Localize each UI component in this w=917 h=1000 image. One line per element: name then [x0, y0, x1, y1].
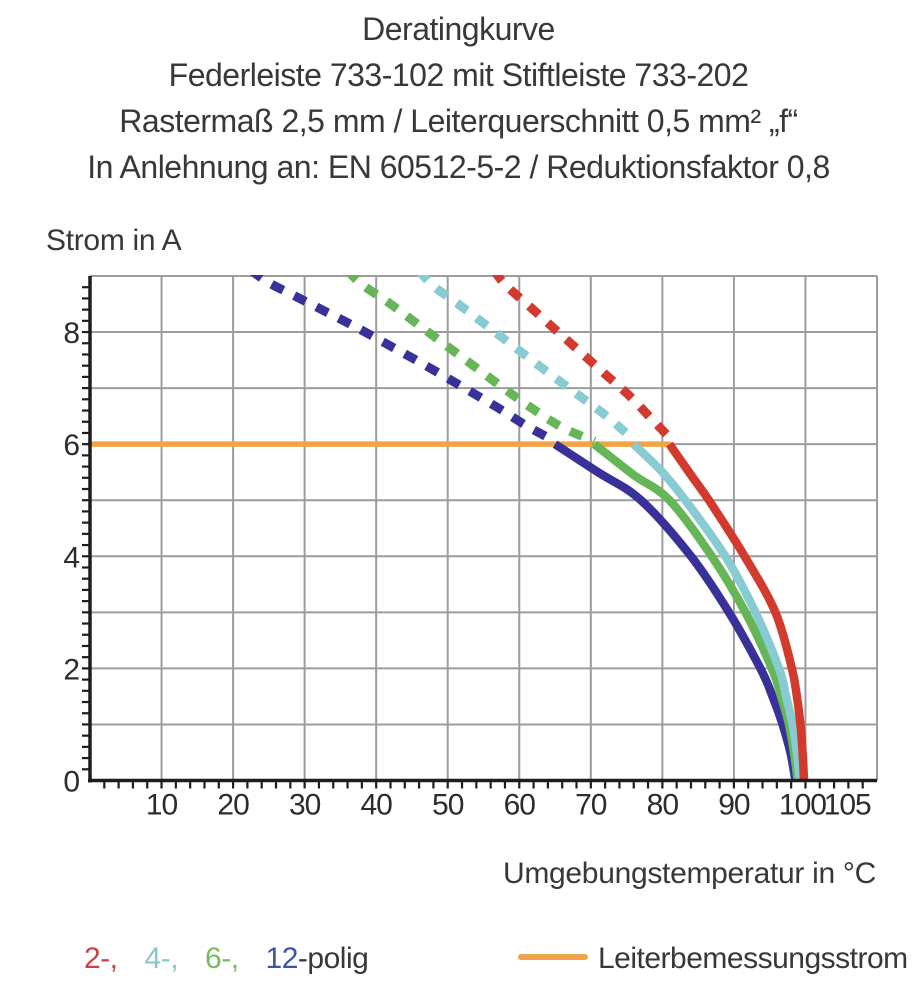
x-tick-label: 100 — [778, 788, 826, 822]
curve-6-polig-dashed — [348, 270, 595, 441]
curve-4-polig-dashed — [419, 270, 634, 439]
chart-title: Deratingkurve — [362, 11, 555, 47]
x-tick-label: 30 — [288, 788, 321, 822]
x-tick-label: 10 — [145, 788, 178, 822]
curve-12-polig-dashed — [251, 270, 555, 441]
y-tick-label: 8 — [63, 317, 79, 351]
x-tick-label: 90 — [718, 788, 750, 822]
x-tick-label: 40 — [360, 788, 392, 822]
y-tick-label: 6 — [63, 429, 79, 463]
x-tick-label: 80 — [646, 788, 679, 822]
x-tick-label: 20 — [217, 788, 249, 822]
y-tick-label: 4 — [63, 541, 79, 575]
x-axis-title: Umgebungstemperatur in °C — [502, 857, 876, 890]
legend-pole-item — [266, 942, 369, 976]
x-tick-label: 50 — [432, 788, 464, 822]
chart-subtitle-norm: In Anlehnung an: EN 60512-5-2 / Reduktionsfaktor 0,8 — [87, 149, 830, 185]
chart-subtitle-product: Federleiste 733-102 mit Stiftleiste 733-202 — [168, 57, 749, 93]
legend-pole-item — [205, 942, 239, 976]
rated-current-label: Leiterbemessungsstrom — [598, 942, 908, 975]
chart-subtitle-spec: Rastermaß 2,5 mm / Leiterquerschnitt 0,5 mm² „f“ — [119, 103, 798, 139]
legend-pole-item — [145, 942, 179, 976]
legend-pole-count: 2-, — [84, 942, 118, 975]
rated-current-swatch — [518, 954, 588, 960]
x-tick-label: 70 — [575, 788, 607, 822]
legend-pole-suffix: -polig — [297, 942, 369, 975]
legend-pole-count: 4-, — [144, 942, 179, 975]
legend-pole-count: 6-, — [205, 942, 239, 975]
dashed-curves-group — [251, 270, 670, 441]
legend-pole-item — [84, 942, 118, 976]
y-tick-label: 2 — [63, 653, 79, 687]
x-tick-label: 60 — [503, 788, 535, 822]
y-axis-title: Strom in A — [46, 224, 182, 257]
legend-pole-count: 12 — [265, 942, 298, 975]
legend-poles — [84, 942, 368, 976]
x-tick-label: 105 — [823, 788, 871, 822]
y-tick-label: 0 — [63, 765, 79, 799]
